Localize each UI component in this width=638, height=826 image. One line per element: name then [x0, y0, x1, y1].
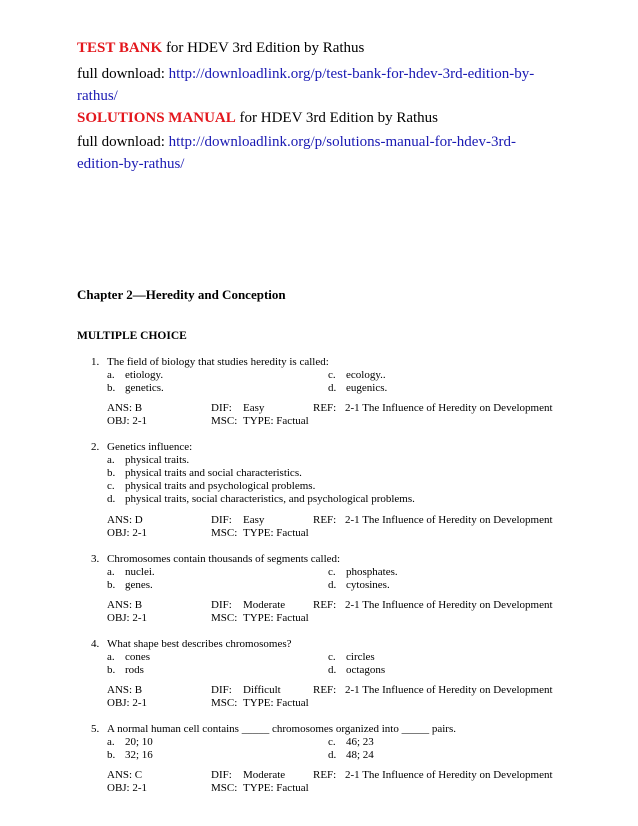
option-letter-d: d.	[328, 382, 337, 394]
test-bank-link[interactable]: http://downloadlink.org/p/test-bank-for-hdev-3rd-edition-by-	[168, 66, 535, 82]
option-letter-d: d.	[107, 493, 116, 505]
question-text: What shape best describes chromosomes?	[107, 638, 292, 650]
option-a: 20; 10	[125, 736, 153, 748]
reference-value: 2-1 The Influence of Heredity on Development	[345, 514, 553, 526]
answer: ANS: D	[107, 514, 143, 526]
option-letter-b: b.	[107, 749, 116, 761]
difficulty-label: DIF:	[211, 684, 232, 696]
solutions-link-wrap	[77, 154, 184, 174]
difficulty-label: DIF:	[211, 402, 232, 414]
test-bank-title: for HDEV 3rd Edition by Rathus	[162, 40, 365, 56]
option-a: etiology.	[125, 369, 164, 381]
difficulty-label: DIF:	[211, 514, 232, 526]
reference-label: REF:	[313, 599, 337, 611]
option-b: physical traits and social characteristics.	[125, 467, 302, 479]
msc-value: TYPE: Factual	[243, 527, 309, 539]
difficulty-label: DIF:	[211, 599, 232, 611]
solutions-download-line	[77, 132, 516, 152]
option-letter-a: a.	[107, 566, 115, 578]
option-a: cones	[125, 651, 151, 663]
option-letter-c: c.	[328, 369, 336, 381]
test-bank-label: TEST BANK	[77, 40, 163, 56]
objective: OBJ: 2-1	[107, 782, 148, 794]
question-text: A normal human cell contains _____ chromosomes organized into _____ pairs.	[107, 723, 456, 735]
test-bank-download-line	[77, 64, 534, 84]
difficulty-value: Moderate	[243, 769, 286, 781]
objective: OBJ: 2-1	[107, 612, 148, 624]
reference-label: REF:	[313, 769, 337, 781]
answer: ANS: B	[107, 402, 143, 414]
solutions-manual-line	[77, 108, 438, 128]
option-letter-c: c.	[328, 736, 336, 748]
option-d: eugenics.	[346, 382, 388, 394]
option-letter-a: a.	[107, 651, 115, 663]
option-c: physical traits and psychological problems.	[125, 480, 316, 492]
option-c: phosphates.	[346, 566, 398, 578]
reference-value: 2-1 The Influence of Heredity on Development	[345, 769, 553, 781]
question-number: 2.	[91, 441, 100, 453]
msc-value: TYPE: Factual	[243, 782, 309, 794]
solutions-manual-link[interactable]: http://downloadlink.org/p/solutions-manual-for-hdev-3rd-	[168, 134, 516, 150]
msc-label: MSC:	[211, 612, 238, 624]
question-text: The field of biology that studies heredity is called:	[107, 356, 329, 368]
solutions-manual-title: for HDEV 3rd Edition by Rathus	[235, 110, 438, 126]
difficulty-value: Difficult	[243, 684, 281, 696]
solutions-manual-label: SOLUTIONS MANUAL	[77, 110, 236, 126]
option-letter-a: a.	[107, 369, 115, 381]
question-text: Chromosomes contain thousands of segments called:	[107, 553, 341, 565]
option-b: genetics.	[125, 382, 164, 394]
reference-value: 2-1 The Influence of Heredity on Development	[345, 684, 553, 696]
question-number: 3.	[91, 553, 100, 565]
reference-value: 2-1 The Influence of Heredity on Development	[345, 599, 553, 611]
question-text: Genetics influence:	[107, 441, 193, 453]
msc-value: TYPE: Factual	[243, 612, 309, 624]
solutions-manual-link-continued[interactable]: edition-by-rathus/	[77, 156, 185, 172]
option-d: 48; 24	[346, 749, 374, 761]
answer: ANS: C	[107, 769, 143, 781]
difficulty-value: Easy	[243, 514, 265, 526]
msc-value: TYPE: Factual	[243, 415, 309, 427]
msc-label: MSC:	[211, 782, 238, 794]
option-a: nuclei.	[125, 566, 155, 578]
option-letter-a: a.	[107, 454, 115, 466]
question-number: 4.	[91, 638, 100, 650]
reference-label: REF:	[313, 684, 337, 696]
answer: ANS: B	[107, 599, 143, 611]
option-a: physical traits.	[125, 454, 190, 466]
option-letter-c: c.	[107, 480, 115, 492]
difficulty-label: DIF:	[211, 769, 232, 781]
section-title: MULTIPLE CHOICE	[77, 330, 187, 342]
option-b: rods	[125, 664, 144, 676]
option-d: octagons	[346, 664, 386, 676]
msc-label: MSC:	[211, 415, 238, 427]
option-c: 46; 23	[346, 736, 374, 748]
option-letter-b: b.	[107, 467, 116, 479]
option-letter-d: d.	[328, 579, 337, 591]
question-number: 5.	[91, 723, 100, 735]
option-letter-c: c.	[328, 566, 336, 578]
option-letter-d: d.	[328, 664, 337, 676]
msc-label: MSC:	[211, 697, 238, 709]
option-d: cytosines.	[346, 579, 390, 591]
option-letter-b: b.	[107, 579, 116, 591]
download-prefix: full download:	[77, 134, 169, 150]
reference-label: REF:	[313, 514, 337, 526]
test-bank-link-wrap	[77, 86, 118, 106]
option-letter-b: b.	[107, 664, 116, 676]
option-b: 32; 16	[125, 749, 153, 761]
objective: OBJ: 2-1	[107, 415, 148, 427]
option-letter-b: b.	[107, 382, 116, 394]
option-d: physical traits, social characteristics, and psychological problems.	[125, 493, 415, 505]
option-c: ecology..	[346, 369, 386, 381]
question-number: 1.	[91, 356, 100, 368]
objective: OBJ: 2-1	[107, 527, 148, 539]
download-prefix: full download:	[77, 66, 169, 82]
msc-label: MSC:	[211, 527, 238, 539]
chapter-title: Chapter 2—Heredity and Conception	[77, 287, 286, 302]
option-letter-c: c.	[328, 651, 336, 663]
option-b: genes.	[125, 579, 153, 591]
option-letter-a: a.	[107, 736, 115, 748]
difficulty-value: Moderate	[243, 599, 286, 611]
reference-value: 2-1 The Influence of Heredity on Development	[345, 402, 553, 414]
test-bank-line	[77, 38, 364, 58]
test-bank-link-continued[interactable]: rathus/	[77, 88, 118, 104]
option-letter-d: d.	[328, 749, 337, 761]
msc-value: TYPE: Factual	[243, 697, 309, 709]
objective: OBJ: 2-1	[107, 697, 148, 709]
answer: ANS: B	[107, 684, 143, 696]
difficulty-value: Easy	[243, 402, 265, 414]
option-c: circles	[346, 651, 375, 663]
reference-label: REF:	[313, 402, 337, 414]
